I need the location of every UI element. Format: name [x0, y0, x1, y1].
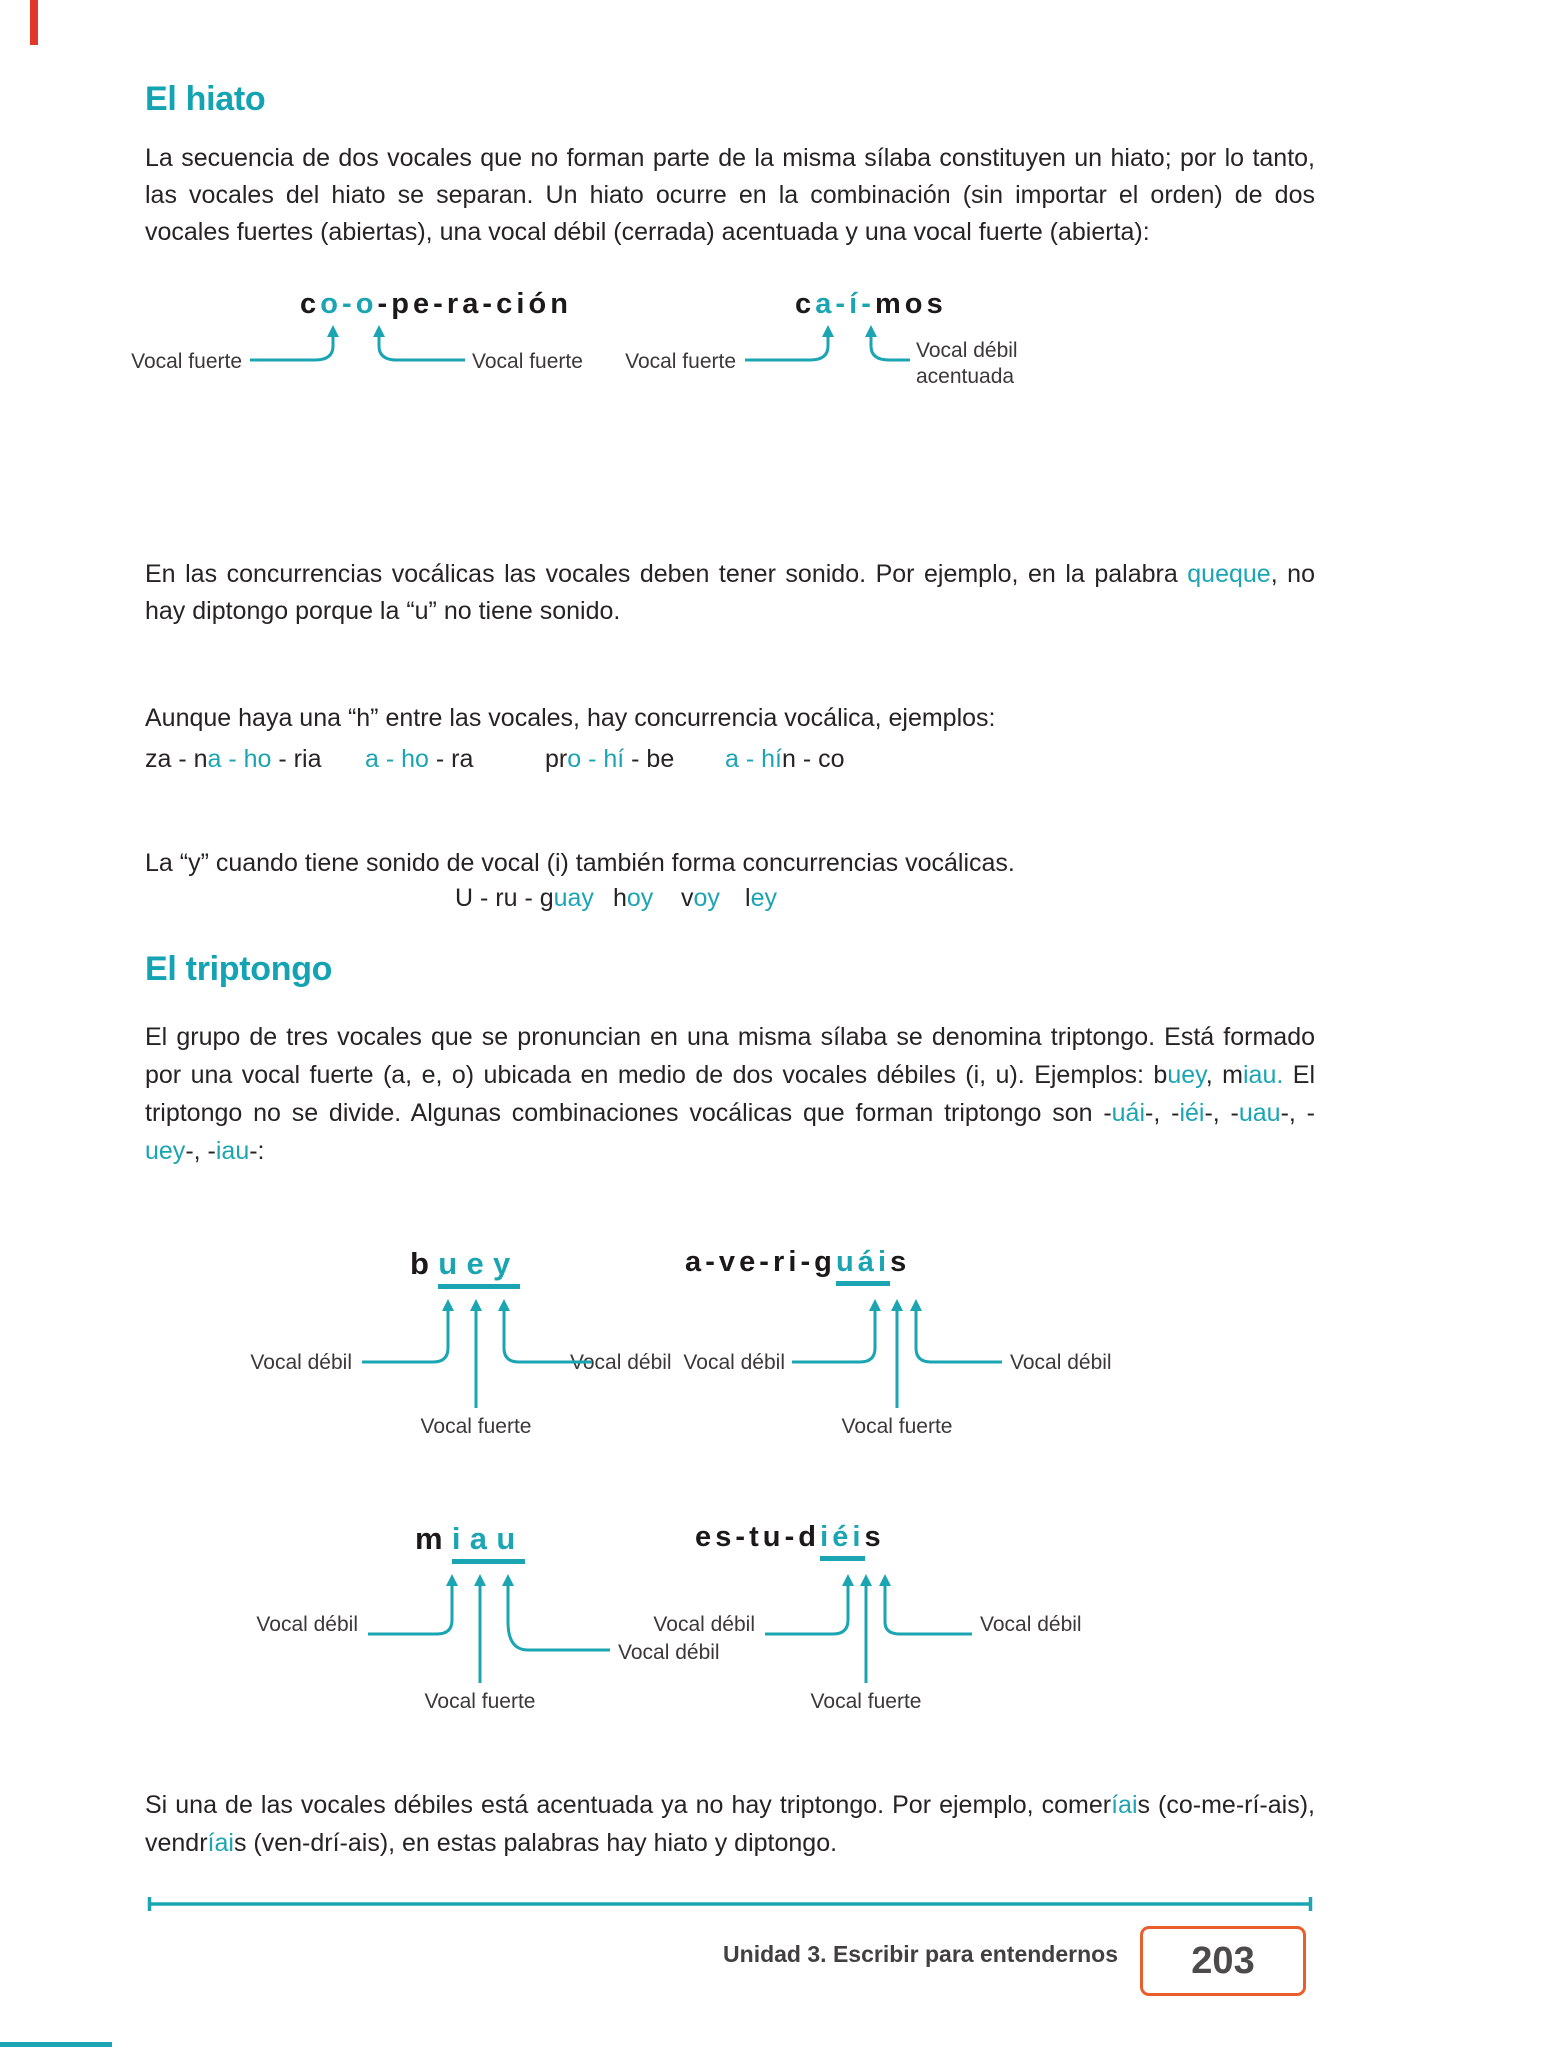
example-word: ley	[745, 884, 777, 912]
example-word: a - ho - ra	[365, 745, 474, 773]
label-vocal-fuerte: Vocal fuerte	[810, 1690, 922, 1713]
example-word: pro - hí - be	[545, 745, 675, 773]
label-vocal-debil: Vocal débil	[980, 1613, 1082, 1636]
label-vocal-debil: Vocal débil	[1010, 1351, 1112, 1374]
word-caimos	[795, 288, 947, 321]
example-word: U - ru - guay	[455, 884, 594, 912]
page-edge-teal-mark	[0, 2042, 112, 2047]
label-vocal-debil: Vocal débil	[570, 1351, 672, 1374]
word-segment: c	[300, 288, 321, 320]
label-vocal-fuerte: Vocal fuerte	[841, 1415, 953, 1438]
example-word: hoy	[613, 884, 654, 912]
label-vocal-debil: Vocal débil	[653, 1613, 755, 1636]
label-vocal-fuerte: Vocal fuerte	[424, 1690, 536, 1713]
paragraph-hiato-intro	[145, 140, 1315, 251]
word-segment: mos	[874, 288, 947, 320]
footer-breadcrumb: Unidad 3. Escribir para entendernos	[723, 1941, 1118, 1967]
word-averiguais: a-ve-ri-guáis	[685, 1246, 910, 1279]
paragraph-h-intro	[145, 700, 1315, 737]
label-line: acentuada	[916, 365, 1015, 388]
label-vocal-debil: Vocal débil	[250, 1351, 352, 1374]
text-run: La “y” cuando tiene sonido de vocal (i) también forma concurrencias vocálicas.	[145, 849, 1015, 877]
word-segment: c	[795, 288, 816, 320]
label-vocal-fuerte: Vocal fuerte	[131, 350, 242, 373]
word-miau: miau	[415, 1521, 525, 1557]
word-segment: -pe-ra-ción	[377, 288, 572, 320]
page-number: 203	[1191, 1939, 1255, 1982]
word-segment-teal: o-o	[320, 288, 378, 320]
text-run: , no hay diptongo porque la “u” no tiene sonido.	[145, 560, 1315, 625]
example-word: a - hín - co	[725, 745, 845, 773]
text-run: En las concurrencias vocálicas las vocales deben tener sonido. Por ejemplo, en la palabra	[145, 560, 1188, 588]
paragraph-triptongo-intro: El grupo de tres vocales que se pronuncian en una misma sílaba se denomina triptongo. Está formado por una vocal fuerte (a, e, o) ubicada en medio de dos vocales débiles (i, u). Ejemplos: buey, miau. El triptongo no se divide. Algunas combinaciones vocálicas que forman triptongo son -uái-, -iéi-, -uau-, -uey-, -iau-:	[145, 1023, 1315, 1165]
paragraph-y-intro	[145, 845, 1315, 882]
word-buey: buey	[410, 1246, 520, 1282]
word-segment-teal: a-í-	[815, 288, 875, 320]
text-run-teal: queque	[1187, 560, 1271, 588]
label-vocal-debil: Vocal débil	[683, 1351, 785, 1374]
paragraph-concurrencias	[145, 556, 1315, 630]
label-vocal-debil-acentuada	[916, 338, 1018, 390]
text-run: Aunque haya una “h” entre las vocales, hay concurrencia vocálica, ejemplos:	[145, 704, 996, 732]
label-vocal-debil: Vocal débil	[618, 1641, 720, 1664]
label-vocal-fuerte: Vocal fuerte	[625, 350, 736, 373]
section-heading-triptongo: El triptongo	[145, 950, 333, 988]
text-run: La secuencia de dos vocales que no forman parte de la misma sílaba constituyen un hiato; por lo tanto, las vocales del hiato se separan. Un hiato ocurre en la combinación (sin importar el orden) de dos vocales fuertes (abiertas), una vocal débil (cerrada) acentuada y una vocal fuerte (abierta):	[145, 144, 1315, 246]
label-line: Vocal débil	[916, 339, 1018, 362]
label-vocal-fuerte: Vocal fuerte	[472, 350, 583, 373]
label-vocal-fuerte: Vocal fuerte	[420, 1415, 532, 1438]
label-vocal-debil: Vocal débil	[256, 1613, 358, 1636]
example-word: za - na - ho - ria	[145, 745, 322, 773]
section-heading-hiato: El hiato	[145, 80, 266, 118]
word-cooperacion	[300, 288, 572, 321]
page-edge-red-mark	[30, 0, 38, 45]
page-number-box	[1140, 1926, 1306, 1996]
footer-rule	[148, 1897, 1312, 1911]
example-word: voy	[681, 884, 720, 912]
paragraph-triptongo-exception: Si una de las vocales débiles está acentuada ya no hay triptongo. Por ejemplo, comeríais (co-me-rí-ais), vendríais (ven-drí-ais), en estas palabras hay hiato y diptongo.	[145, 1791, 1315, 1857]
word-estudieis: es-tu-diéis	[695, 1521, 885, 1554]
